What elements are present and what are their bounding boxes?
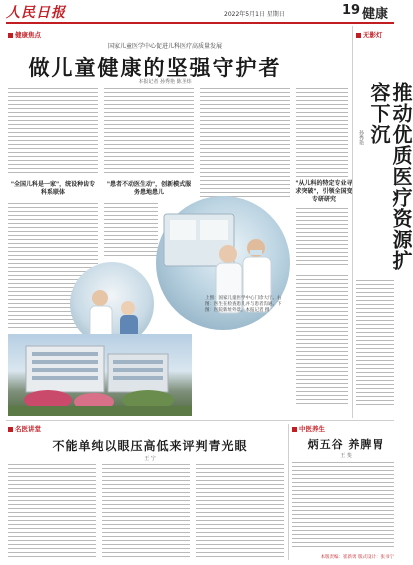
pull-quote-3: "从儿科的特定专业寻求突破"，引领全国变专研研究 [295, 180, 353, 203]
article-text [296, 275, 348, 405]
top-story-kicker: 国家儿童医学中心促进儿科医疗高质量发展 [107, 43, 222, 50]
top-story-tag: 健康焦点 [8, 30, 41, 39]
right-column-headline[interactable]: 推动优质医疗资源扩容下沉 [367, 82, 413, 271]
side-story-tag: 中医养生 [292, 424, 325, 433]
column-divider [288, 424, 289, 560]
section-divider [6, 420, 394, 421]
newspaper-logo: 人民日报 [6, 5, 66, 21]
bottom-story-byline: 王 宁 [144, 456, 156, 462]
building-illustration [8, 334, 192, 416]
pull-quote-1: "全国儿科是一家"，统设种齿专科系联体 [10, 181, 96, 196]
right-column-tag: 无影灯 [356, 30, 383, 39]
bottom-story-headline[interactable]: 不能单纯以眼压高低来评判青光眼 [52, 439, 248, 453]
hospital-building-photo [8, 334, 192, 416]
column-divider [352, 26, 353, 418]
article-text [104, 203, 158, 259]
photo-caption: 上图：国家儿童医学中心门诊大厅。右图：医生在检查患儿并与患者沟通。下图：医院新址外景。本报记者 摄 [205, 296, 282, 313]
bottom-story-tag: 名医讲堂 [8, 424, 41, 433]
top-story-byline: 本报记者 孙秀艳 陈圣炜 [138, 79, 192, 85]
masthead [6, 2, 394, 24]
article-text [356, 280, 394, 408]
pull-quote-2: "患者不动医生动"，创新模式服务患地患儿 [106, 181, 192, 196]
right-column-byline: 孙秀艳 [358, 130, 364, 145]
article-text [8, 88, 98, 176]
article-text [102, 464, 190, 560]
page-section: 健康 [362, 7, 389, 22]
side-story-byline: 王 斐 [340, 453, 352, 459]
side-story-headline[interactable]: 炳五谷 养脾胃 [307, 438, 385, 451]
article-text [296, 208, 348, 268]
article-text [196, 464, 284, 560]
article-text [8, 464, 96, 560]
article-text [104, 88, 194, 176]
article-text [292, 462, 394, 550]
article-text [296, 88, 348, 178]
issue-date: 2022年5月1日 星期日 [224, 11, 285, 18]
article-text [200, 88, 290, 198]
top-story-headline[interactable]: 做儿童健康的坚强守护者 [28, 55, 282, 80]
page-credits: 本版责编：崔新勇 版式设计：张书宁 [320, 555, 394, 560]
page-number: 19 [342, 3, 361, 18]
